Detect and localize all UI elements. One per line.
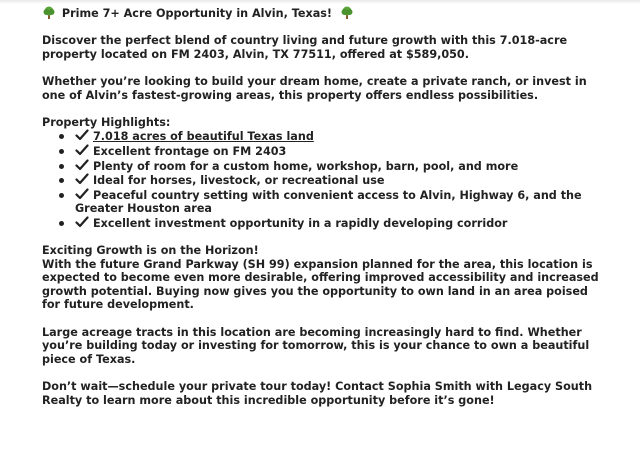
bullet-dot xyxy=(59,149,64,154)
highlight-label: Excellent frontage on FM 2403 xyxy=(93,144,287,158)
check-icon xyxy=(75,144,93,159)
bullet-dot xyxy=(59,134,64,139)
highlights-heading: Property Highlights: xyxy=(42,115,171,129)
check-icon xyxy=(75,216,93,231)
bullet-dot xyxy=(59,221,64,226)
intro-paragraph: Discover the perfect blend of country living and future growth with this 7.018-acre property located on FM 2403, Alvin, TX 77511, offered at $589,050. xyxy=(42,34,568,61)
check-icon xyxy=(75,188,93,203)
highlight-item xyxy=(42,129,608,144)
growth-heading: Exciting Growth is on the Horizon! xyxy=(42,244,259,258)
tree-icon xyxy=(340,6,354,19)
check-icon xyxy=(75,129,93,144)
possibilities-paragraph: Whether you’re looking to build your dream home, create a private ranch, or invest in one of Alvin’s fastest-growing areas, this property offers endless possibilities. xyxy=(42,74,587,102)
highlight-label: Excellent investment opportunity in a rapidly developing corridor xyxy=(93,216,508,230)
highlight-item xyxy=(42,188,608,216)
bullet-dot xyxy=(59,164,64,169)
highlight-item xyxy=(42,144,608,159)
scarcity-paragraph: Large acreage tracts in this location are becoming increasingly hard to find. Whether you’re building today or investing for tomorrow, this is your chance to own a beautiful piece of Texas. xyxy=(42,325,590,366)
listing-title xyxy=(42,6,608,21)
cta-paragraph: Don’t wait—schedule your private tour today! Contact Sophia Smith with Legacy South Realty to learn more about this incredible opportunity before it’s gone! xyxy=(42,380,593,407)
bullet-dot xyxy=(59,178,64,183)
bullet-dot xyxy=(59,193,64,198)
highlight-item xyxy=(42,159,608,174)
top-divider xyxy=(0,0,640,4)
highlights-list xyxy=(42,129,608,230)
highlight-item xyxy=(42,216,608,231)
highlight-label: Plenty of room for a custom home, workshop, barn, pool, and more xyxy=(93,159,519,173)
check-icon xyxy=(75,159,93,174)
highlight-label: Ideal for horses, livestock, or recreational use xyxy=(93,174,385,188)
highlight-label: 7.018 acres of beautiful Texas land xyxy=(93,130,314,144)
listing-title-text: Prime 7+ Acre Opportunity in Alvin, Texas! xyxy=(61,7,332,20)
listing-description xyxy=(42,6,608,421)
tree-icon xyxy=(42,6,56,19)
growth-paragraph: With the future Grand Parkway (SH 99) expansion planned for the area, this location is expected to become even more desirable, offering improved accessibility and increased growth potential. Buying now gives you the opportunity to own land in an area poised for future development. xyxy=(42,257,599,312)
highlight-item xyxy=(42,173,608,188)
check-icon xyxy=(75,173,93,188)
highlight-label: Peaceful country setting with convenient access to Alvin, Highway 6, and the Greater Houston area xyxy=(75,188,582,216)
